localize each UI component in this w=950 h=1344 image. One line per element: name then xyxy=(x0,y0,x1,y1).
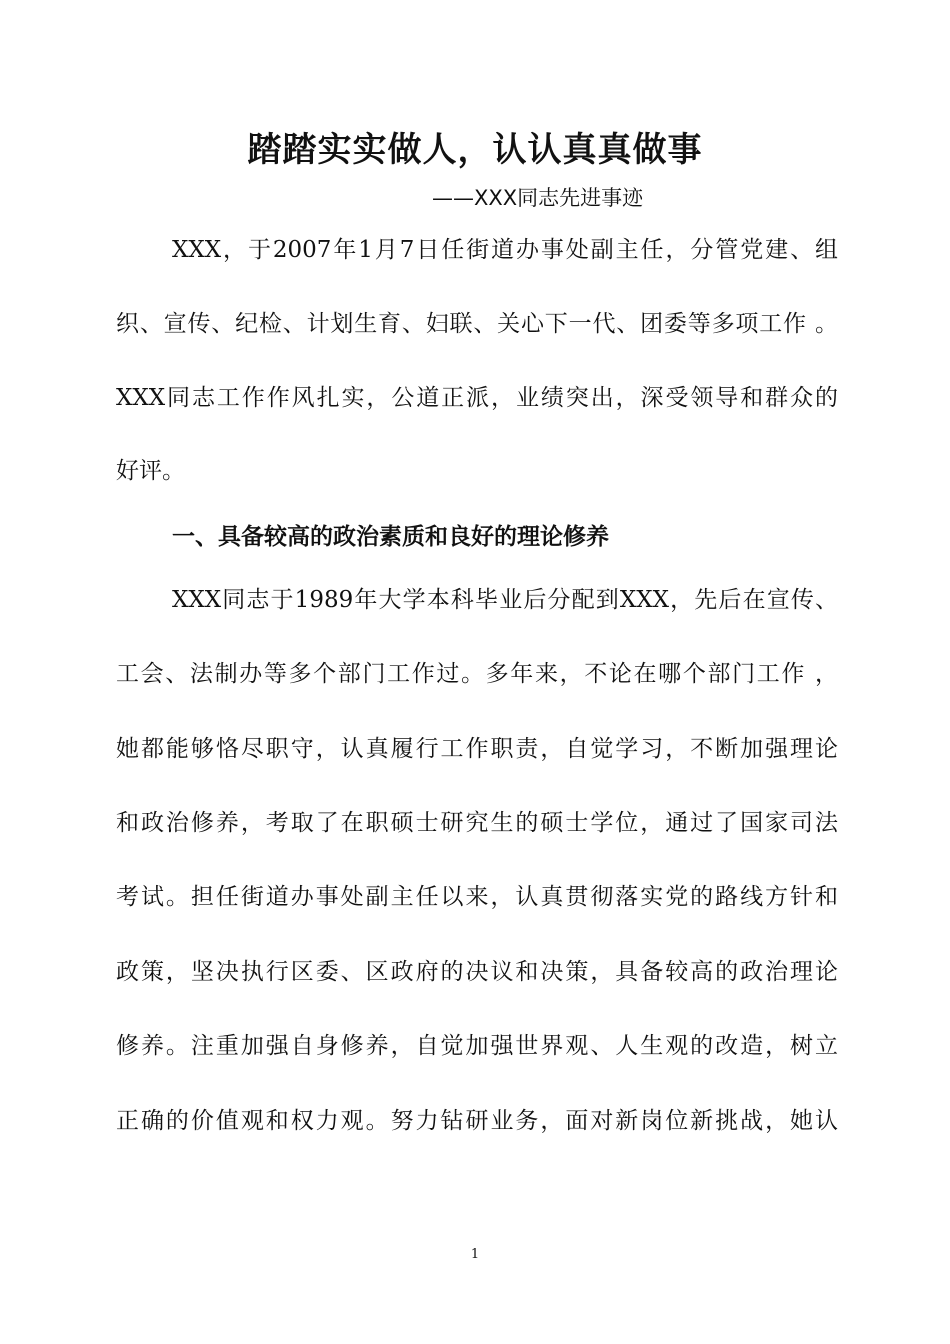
document-title: 踏踏实实做人，认认真真做事 xyxy=(247,130,703,170)
body-line: 正确的价值观和权力观。努力钻研业务，面对新岗位新挑战，她认 xyxy=(116,1108,838,1134)
intro-line: XXX，于2007年1月7日任街道办事处副主任，分管党建、组 xyxy=(172,237,838,263)
body-line: 和政治修养，考取了在职硕士研究生的硕士学位，通过了国家司法 xyxy=(116,810,838,836)
document-subtitle: ——XXX同志先进事迹 xyxy=(432,186,644,210)
page-number: 1 xyxy=(470,1247,480,1262)
body-line: XXX同志于1989年大学本科毕业后分配到XXX，先后在宣传、 xyxy=(172,587,838,613)
section-heading: 一、具备较高的政治素质和良好的理论修养 xyxy=(172,524,609,550)
intro-line: 织、宣传、纪检、计划生育、妇联、关心下一代、团委等多项工作 。 xyxy=(116,311,838,337)
body-line: 工会、法制办等多个部门工作过。多年来，不论在哪个部门工作 ， xyxy=(116,661,838,687)
body-line: 她都能够恪尽职守，认真履行工作职责，自觉学习，不断加强理论 xyxy=(116,736,838,762)
body-line: 政策，坚决执行区委、区政府的决议和决策，具备较高的政治理论 xyxy=(116,959,838,985)
body-line: 修养。注重加强自身修养，自觉加强世界观、人生观的改造，树立 xyxy=(116,1033,838,1059)
intro-line: XXX同志工作作风扎实，公道正派，业绩突出，深受领导和群众的 xyxy=(116,385,838,411)
intro-line: 好评。 xyxy=(116,458,185,484)
body-line: 考试。担任街道办事处副主任以来，认真贯彻落实党的路线方针和 xyxy=(116,884,838,910)
